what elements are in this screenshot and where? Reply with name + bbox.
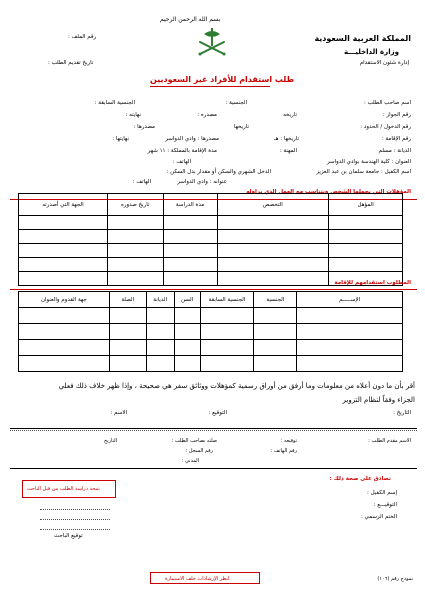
declaration-line1: أقر بأن ما دون أعلاه من معلومات وما أرفق من أوراق رسمية كمؤهلات ووثائق سفر هي صحيحة ، وإذا ظهر خلاف ذلك فعلي — [58, 382, 415, 390]
cell[interactable] — [329, 244, 403, 258]
cell[interactable] — [19, 258, 108, 272]
cell[interactable] — [297, 340, 403, 356]
col-religion: الديانة — [146, 292, 174, 308]
cell[interactable] — [163, 258, 217, 272]
table-row — [19, 324, 403, 340]
cell[interactable] — [109, 324, 146, 340]
income-label: الدخل الشهري والسكن أو مقدار بدل السكن : — [166, 169, 271, 175]
cell[interactable] — [174, 340, 200, 356]
instructions-box — [150, 572, 260, 584]
cell[interactable] — [163, 272, 217, 286]
cell[interactable] — [200, 324, 254, 340]
sponsor-cert-seal: الختم الرسمي : — [360, 514, 397, 520]
col-issue-date: تاريخ صدوره — [107, 194, 163, 216]
study-result-box — [22, 480, 116, 498]
request-date-label: تاريخ تقديم الطلب : — [48, 60, 94, 66]
cell[interactable] — [19, 340, 110, 356]
declaration-signature-label: التوقيع : — [208, 410, 227, 416]
table-header-row — [19, 194, 403, 216]
col-specialization: التخصص — [217, 194, 329, 216]
col-prev-nationality: الجنسية السابقة — [200, 292, 254, 308]
col-study-period: مدة الدراسة — [163, 194, 217, 216]
cell[interactable] — [107, 244, 163, 258]
file-number-label: رقم الملف : — [68, 34, 97, 40]
cell[interactable] — [107, 230, 163, 244]
study-result-label: نتيجة دراسة الطلب من قبل الباحث — [27, 486, 100, 492]
cell[interactable] — [217, 272, 329, 286]
profession-label: المهنة : — [279, 148, 297, 154]
cell[interactable] — [297, 308, 403, 324]
cell[interactable] — [109, 308, 146, 324]
cell[interactable] — [217, 244, 329, 258]
iqama-source-label: مصدرها : وادي الدواسر — [165, 136, 219, 142]
col-qualification: المؤهل — [329, 194, 403, 216]
sponsor-address-label: عنوانه : وادي الدواسر — [177, 179, 227, 185]
declaration-line2: الجزاء وفقاً لنظام التزوير — [342, 396, 415, 404]
cell[interactable] — [19, 216, 108, 230]
col-relation: الصلة — [109, 292, 146, 308]
cell[interactable] — [254, 340, 297, 356]
cell[interactable] — [329, 216, 403, 230]
passport-no-label: رقم الجواز : — [382, 112, 411, 118]
official-name-label: الاسم مقدم الطلب : — [368, 438, 411, 444]
passport-source-label: مصدره : — [197, 112, 217, 118]
cell[interactable] — [217, 258, 329, 272]
cell[interactable] — [146, 340, 174, 356]
col-name: الإســـــم — [297, 292, 403, 308]
entry-source-label: مصدرها : — [133, 124, 155, 130]
form-page — [10, 6, 417, 592]
ministry-name: وزارة الداخليـــة — [343, 48, 399, 56]
official-phone-label: رقم الهاتف : — [270, 448, 297, 454]
divider — [10, 468, 417, 469]
qualifications-heading: المؤهلات التي يحملها الشخص ويتناسب مع العمل الذي يزاوله — [246, 189, 411, 195]
cell[interactable] — [163, 244, 217, 258]
religion-label: الديانة : مسلم — [378, 148, 411, 154]
col-age: السن — [174, 292, 200, 308]
entry-record-label: رقم الدخول / الحدود : — [360, 124, 411, 130]
cell[interactable] — [174, 356, 200, 372]
official-date-label: التاريخ — [104, 438, 117, 444]
cell[interactable] — [297, 356, 403, 372]
entry-date-label: تاريخها — [233, 124, 249, 130]
divider-dots — [10, 430, 417, 431]
cell[interactable] — [200, 308, 254, 324]
phone2-label: الهاتف : — [132, 179, 151, 185]
table-row — [19, 258, 403, 272]
notes-line — [40, 509, 110, 510]
table-row — [19, 340, 403, 356]
official-record-label: رقم السجل : — [185, 448, 213, 454]
address-label: العنوان : كلية الهندسة بوادي الدواسر — [327, 159, 411, 165]
table-row — [19, 244, 403, 258]
official-relation-label: صلته بصاحب الطلب : — [171, 438, 217, 444]
sponsor-cert-name: إسم الكفيل : — [367, 490, 397, 496]
official-signature-label: توقيعه : — [280, 438, 297, 444]
researcher-signature-label: توقيع الباحث — [54, 533, 83, 539]
cell[interactable] — [19, 230, 108, 244]
divider — [10, 428, 417, 429]
residence-label: مدة الإقامة بالمملكة : ١١ شهر — [147, 148, 217, 154]
recruits-table — [18, 291, 403, 372]
col-nationality: الجنسية — [254, 292, 297, 308]
form-title: طلب استقدام للأفراد غير السعوديين — [150, 75, 295, 84]
cell[interactable] — [107, 272, 163, 286]
title-underline — [150, 86, 270, 87]
recruits-divider — [10, 289, 417, 290]
cell[interactable] — [174, 324, 200, 340]
cell[interactable] — [19, 308, 110, 324]
cell[interactable] — [146, 308, 174, 324]
declaration-date-label: التاريخ : — [393, 410, 411, 416]
table-header-row — [19, 292, 403, 308]
cell[interactable] — [200, 340, 254, 356]
col-origin-address: جهة القدوم والعنوان — [19, 292, 110, 308]
passport-date-label: تاريخه — [283, 112, 297, 118]
declaration-name-label: الاسم : — [110, 410, 127, 416]
cell[interactable] — [19, 244, 108, 258]
cell[interactable] — [146, 324, 174, 340]
sponsor-label: اسم الكفيل : جامعة سلمان بن عبد العزيز — [316, 169, 411, 175]
iqama-no-label: رقم الإقامة : — [381, 136, 411, 142]
cell[interactable] — [254, 324, 297, 340]
department-name: إدارة شئون الاستقدام — [359, 60, 409, 66]
cell[interactable] — [146, 356, 174, 372]
saudi-emblem-icon — [192, 24, 232, 64]
basmala: بسم الله الرحمن الرحيم — [160, 16, 221, 23]
official-civil-label: المدني : — [181, 458, 199, 464]
table-row — [19, 216, 403, 230]
sponsor-cert-heading: تصادق على صحة ذلك : — [329, 476, 391, 482]
cell[interactable] — [163, 230, 217, 244]
cell[interactable] — [217, 216, 329, 230]
instructions-note: انظر الإرشادات خلف الاستمارة — [165, 576, 230, 582]
cell[interactable] — [200, 356, 254, 372]
notes-line — [40, 529, 110, 530]
form-number: نموذج رقم (١٠٦) — [377, 576, 413, 582]
table-row — [19, 356, 403, 372]
table-row — [19, 308, 403, 324]
passport-expiry-label: نهايته : — [125, 112, 141, 118]
iqama-date-label: تاريخها : هـ — [273, 136, 299, 142]
cell[interactable] — [109, 340, 146, 356]
nationality-label: الجنسية : — [225, 100, 247, 106]
sponsor-cert-signature: التوقيـــع : — [373, 502, 397, 508]
recruits-heading: المطلوب استقدامهم للإقامة — [334, 280, 411, 286]
table-row — [19, 230, 403, 244]
cell[interactable] — [109, 356, 146, 372]
cell[interactable] — [329, 230, 403, 244]
cell[interactable] — [107, 258, 163, 272]
kingdom-name: المملكة العربية السعودية — [314, 34, 411, 43]
cell[interactable] — [174, 308, 200, 324]
cell[interactable] — [297, 324, 403, 340]
iqama-end-label: نهايتها : — [112, 136, 129, 142]
qualifications-table — [18, 193, 403, 286]
cell[interactable] — [329, 258, 403, 272]
cell[interactable] — [217, 230, 329, 244]
prev-nationality-label: الجنسية السابقة : — [94, 100, 135, 106]
owner-name-label: اسم صاحب الطلب : — [364, 100, 411, 106]
cell[interactable] — [107, 216, 163, 230]
col-issuer: الجهة التي أصدرته — [19, 194, 108, 216]
cell[interactable] — [19, 356, 110, 372]
cell[interactable] — [254, 308, 297, 324]
cell[interactable] — [19, 324, 110, 340]
cell[interactable] — [19, 272, 108, 286]
cell[interactable] — [254, 356, 297, 372]
notes-line — [40, 519, 110, 520]
cell[interactable] — [163, 216, 217, 230]
phone1-label: الهاتف : — [172, 159, 191, 165]
